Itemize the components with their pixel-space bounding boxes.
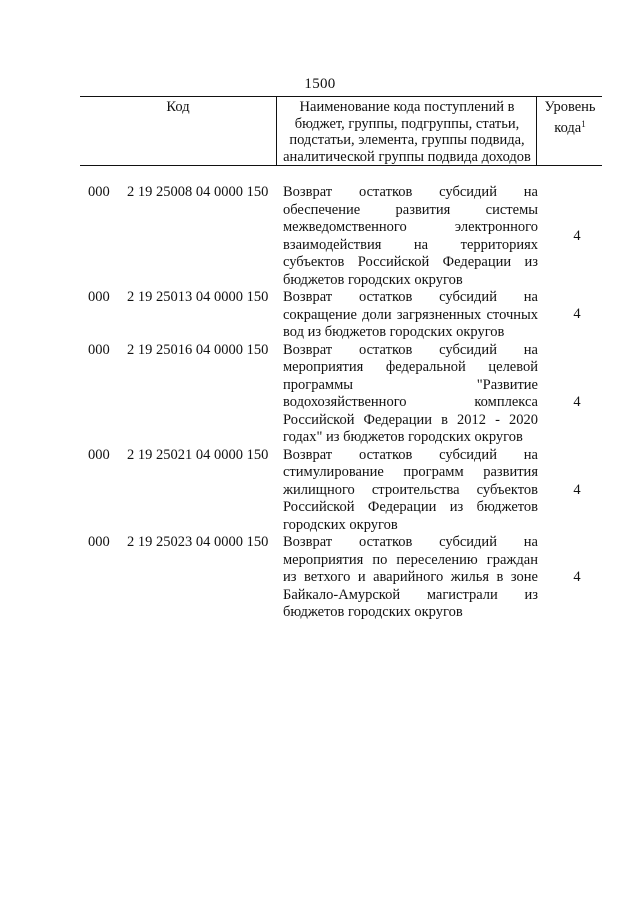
table-row <box>0 289 640 342</box>
admin-code: 000 <box>88 289 110 305</box>
header-level-label: Уровень кода <box>544 99 596 136</box>
header-level-footnote: 1 <box>581 118 586 129</box>
page-number: 1500 <box>304 76 336 92</box>
code-level: 4 <box>573 393 581 410</box>
header-divider <box>276 97 277 165</box>
revenue-code: 2 19 25013 04 0000 150 <box>127 289 269 305</box>
admin-code: 000 <box>88 184 110 200</box>
admin-code: 000 <box>88 341 110 358</box>
revenue-name: Возврат остатков субсидий на обеспечение развития системы межведомственного электронного взаимодействия на территориях субъектов Российской Федерации из бюджетов городских округов <box>283 184 538 288</box>
code-level: 4 <box>573 306 581 322</box>
table-row <box>0 447 640 535</box>
revenue-name: Возврат остатков субсидий на мероприятия федеральной целевой программы "Развитие водохозяйственного комплекса Российской Федерации в 2012 - 2020 годах" из бюджетов городских округов <box>283 341 538 445</box>
revenue-code: 2 19 25021 04 0000 150 <box>127 446 269 463</box>
header-divider <box>536 97 537 165</box>
table-row <box>0 184 640 289</box>
revenue-code: 2 19 25023 04 0000 150 <box>127 534 269 550</box>
header-code: Код <box>166 99 190 115</box>
revenue-name: Возврат остатков субсидий на мероприятия по переселению граждан из ветхого и аварийного жилья в зоне Байкало-Амурской магистрали из бюджетов городских округов <box>283 534 538 620</box>
code-level: 4 <box>573 569 581 585</box>
header-name: Наименование кода поступлений в бюджет, группы, подгруппы, статьи, подстатьи, элемента, группы подвида, аналитической группы подвида доходов <box>283 99 531 165</box>
admin-code: 000 <box>88 534 110 550</box>
code-level: 4 <box>573 228 581 244</box>
revenue-name: Возврат остатков субсидий на стимулирование программ развития жилищного строительства субъектов Российской Федерации из бюджетов городских округов <box>283 446 538 533</box>
table-body <box>0 184 640 622</box>
revenue-code: 2 19 25016 04 0000 150 <box>127 341 269 358</box>
table-header <box>80 96 602 166</box>
admin-code: 000 <box>88 446 110 463</box>
code-level: 4 <box>573 481 581 498</box>
table-row <box>0 342 640 447</box>
header-level <box>538 99 602 136</box>
revenue-code: 2 19 25008 04 0000 150 <box>127 184 269 200</box>
table-row <box>0 534 640 622</box>
revenue-name: Возврат остатков субсидий на сокращение доли загрязненных сточных вод из бюджетов городских округов <box>283 289 538 340</box>
